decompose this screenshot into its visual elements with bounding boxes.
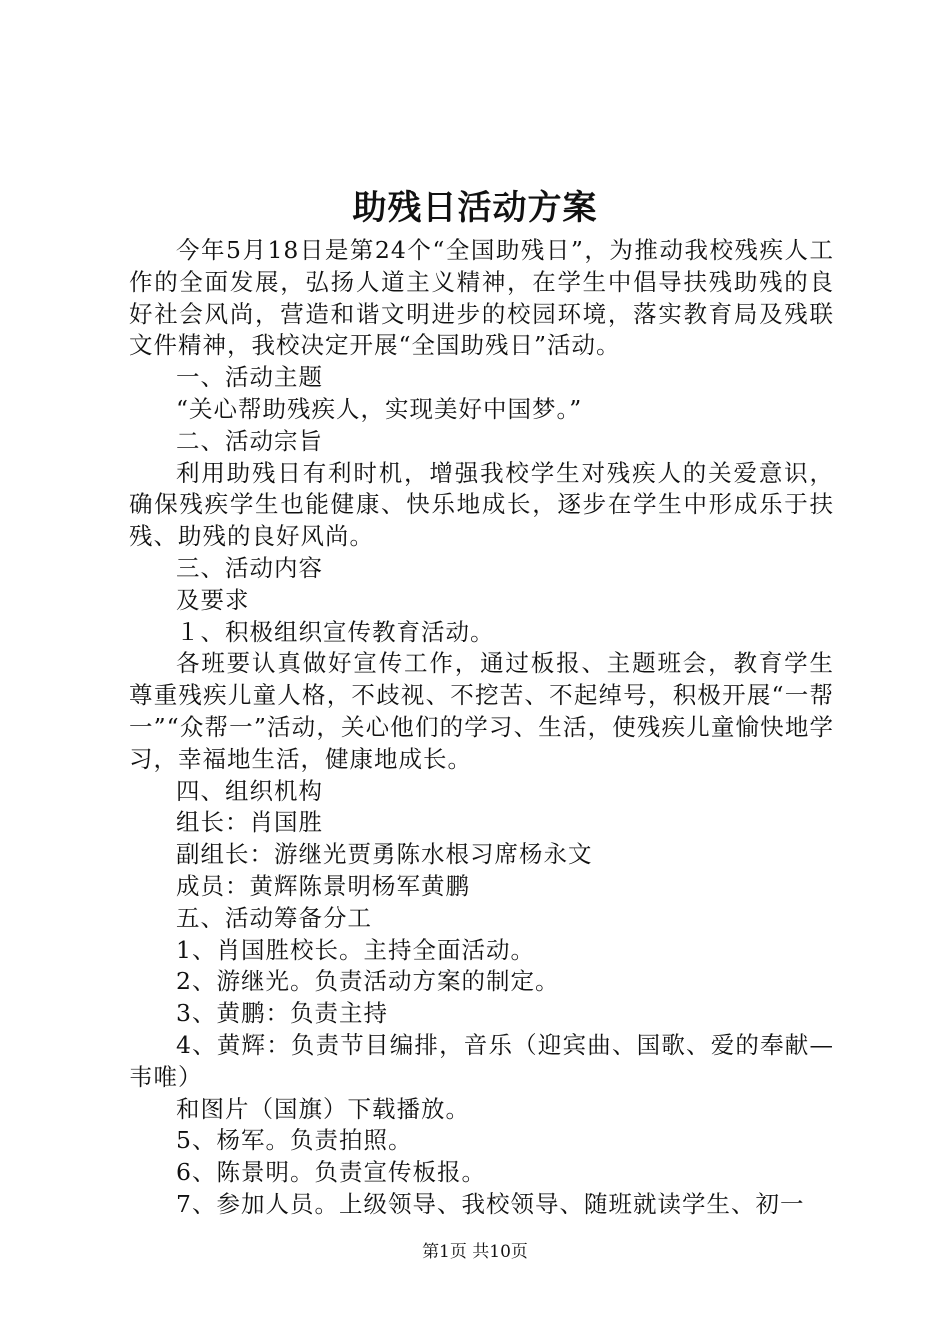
page-number: 第1页 共10页 bbox=[422, 1242, 528, 1262]
heading-purpose: 二、活动宗旨 bbox=[176, 426, 323, 455]
division-item-4: 4、黄辉：负责节目编排，音乐（迎宾曲、国歌、爱的奉献—韦唯） bbox=[129, 1030, 834, 1091]
org-deputy: 副组长：游继光贾勇陈水根习席杨永文 bbox=[176, 840, 593, 869]
division-item-2: 2、游继光。负责活动方案的制定。 bbox=[176, 967, 560, 996]
document-body bbox=[129, 235, 834, 1221]
heading-division: 五、活动筹备分工 bbox=[176, 903, 372, 932]
heading-organization: 四、组织机构 bbox=[176, 776, 323, 805]
division-item-7: 7、参加人员。上级领导、我校领导、随班就读学生、初一 bbox=[176, 1189, 805, 1218]
division-item-3: 3、黄鹏：负责主持 bbox=[176, 999, 388, 1028]
org-leader: 组长：肖国胜 bbox=[176, 808, 323, 837]
paragraph-intro: 今年5月18日是第24个“全国助残日”，为推动我校残疾人工作的全面发展，弘扬人道主义精神，在学生中倡导扶残助残的良好社会风尚，营造和谐文明进步的校园环境，落实教育局及残联文件精神，我校决定开展“全国助残日”活动。 bbox=[129, 236, 834, 360]
paragraph-theme: “关心帮助残疾人，实现美好中国梦。” bbox=[176, 394, 583, 423]
division-item-4-cont: 和图片（国旗）下载播放。 bbox=[176, 1094, 470, 1123]
division-item-1: 1、肖国胜校长。主持全面活动。 bbox=[176, 935, 535, 964]
heading-theme: 一、活动主题 bbox=[176, 363, 323, 392]
org-members: 成员：黄辉陈景明杨军黄鹏 bbox=[176, 871, 470, 900]
document-title: 助残日活动方案 bbox=[352, 188, 598, 228]
heading-content: 三、活动内容 bbox=[176, 553, 323, 582]
item-propaganda: １、积极组织宣传教育活动。 bbox=[176, 617, 495, 646]
division-item-6: 6、陈景明。负责宣传板报。 bbox=[176, 1158, 486, 1187]
paragraph-propaganda: 各班要认真做好宣传工作，通过板报、主题班会，教育学生尊重残疾儿童人格，不歧视、不挖苦、不起绰号，积极开展“一帮一”“众帮一”活动，关心他们的学习、生活，使残疾儿童愉快地学习，幸福地生活，健康地成长。 bbox=[129, 649, 834, 773]
heading-content-cont: 及要求 bbox=[176, 585, 250, 614]
paragraph-purpose: 利用助残日有利时机，增强我校学生对残疾人的关爱意识，确保残疾学生也能健康、快乐地成长，逐步在学生中形成乐于扶残、助残的良好风尚。 bbox=[129, 458, 834, 551]
division-item-5: 5、杨军。负责拍照。 bbox=[176, 1126, 413, 1155]
